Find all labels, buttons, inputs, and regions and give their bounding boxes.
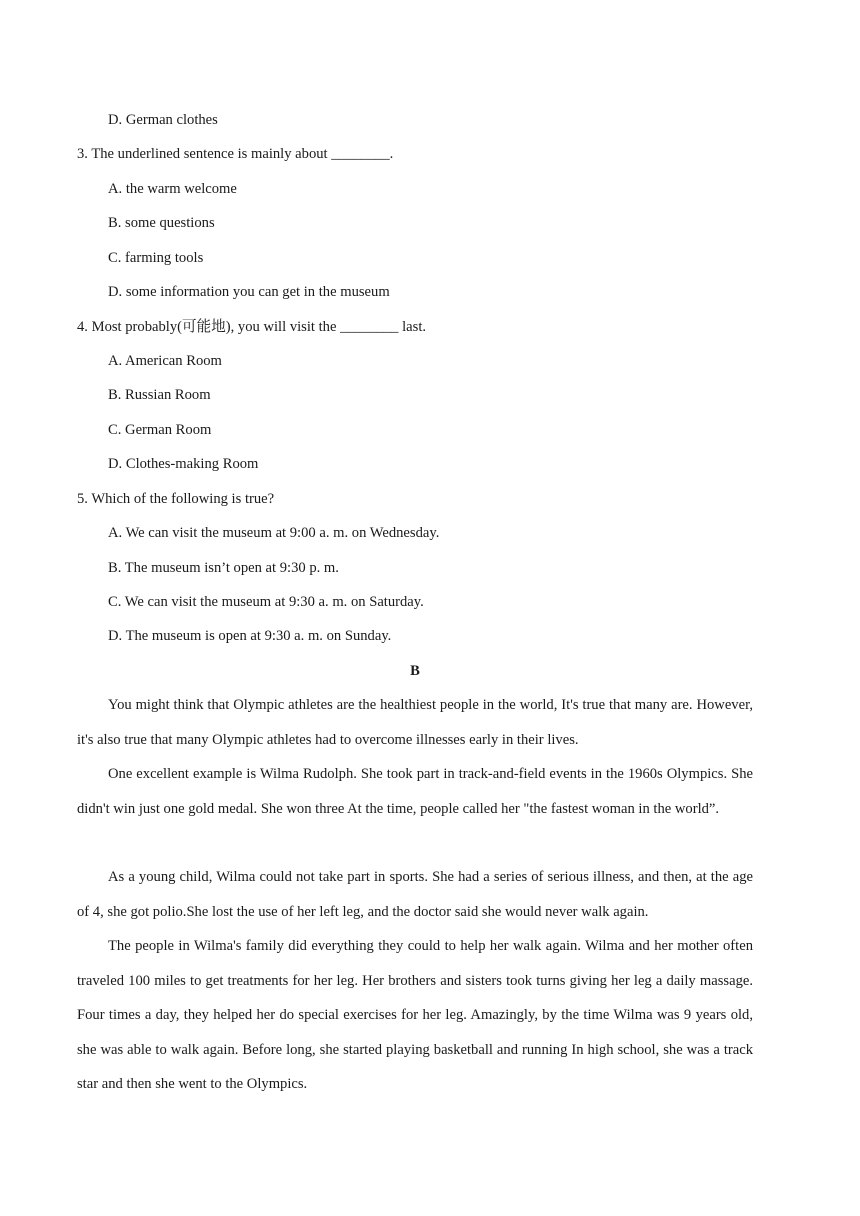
section-heading: B (410, 663, 420, 679)
q5-option-a: A. We can visit the museum at 9:00 a. m. on Wednesday. (108, 525, 440, 541)
q3-option-d: D. some information you can get in the museum (108, 284, 390, 300)
q3-option-c: C. farming tools (108, 250, 204, 266)
q3-option-b: B. some questions (108, 215, 215, 231)
q3-option-a: A. the warm welcome (108, 181, 237, 197)
q4-option-d: D. Clothes-making Room (108, 456, 259, 472)
q3-stem: 3. The underlined sentence is mainly about ________. (77, 146, 394, 162)
q4-option-b: B. Russian Room (108, 387, 211, 403)
q5-stem: 5. Which of the following is true? (77, 491, 275, 507)
passage-paragraph-1: You might think that Olympic athletes are the healthiest people in the world, It's true that many are. However, it's also true that many Olympic athletes had to overcome illnesses early in their lives. (77, 697, 753, 748)
q4-option-a: A. American Room (108, 353, 222, 369)
passage-paragraph-4: The people in Wilma's family did everything they could to help her walk again. Wilma and her mother often traveled 100 miles to get treatments for her leg. Her brothers and sisters took turns giving her leg a daily massage. Four times a day, they helped her do special exercises for her leg. Amazingly, by the time Wilma was 9 years old, she was able to walk again. Before long, she started playing basketball and running In high school, she was a track star and then she went to the Olympics. (77, 938, 753, 1092)
q5-option-d: D. The museum is open at 9:30 a. m. on Sunday. (108, 628, 392, 644)
q5-option-b: B. The museum isn’t open at 9:30 p. m. (108, 560, 339, 576)
passage-paragraph-2: One excellent example is Wilma Rudolph. She took part in track-and-field events in the 1960s Olympics. She didn't win just one gold medal. She won three At the time, people called her "the fastest woman in the world”. (77, 766, 753, 817)
q5-option-c: C. We can visit the museum at 9:30 a. m. on Saturday. (108, 594, 424, 610)
q2-option-d: D. German clothes (108, 112, 218, 128)
q4-stem: 4. Most probably(可能地), you will visit the ________ last. (77, 319, 427, 335)
passage-paragraph-3: As a young child, Wilma could not take part in sports. She had a series of serious illness, and then, at the age of 4, she got polio.She lost the use of her left leg, and the doctor said she would never walk again. (77, 869, 753, 920)
q4-option-c: C. German Room (108, 422, 212, 438)
